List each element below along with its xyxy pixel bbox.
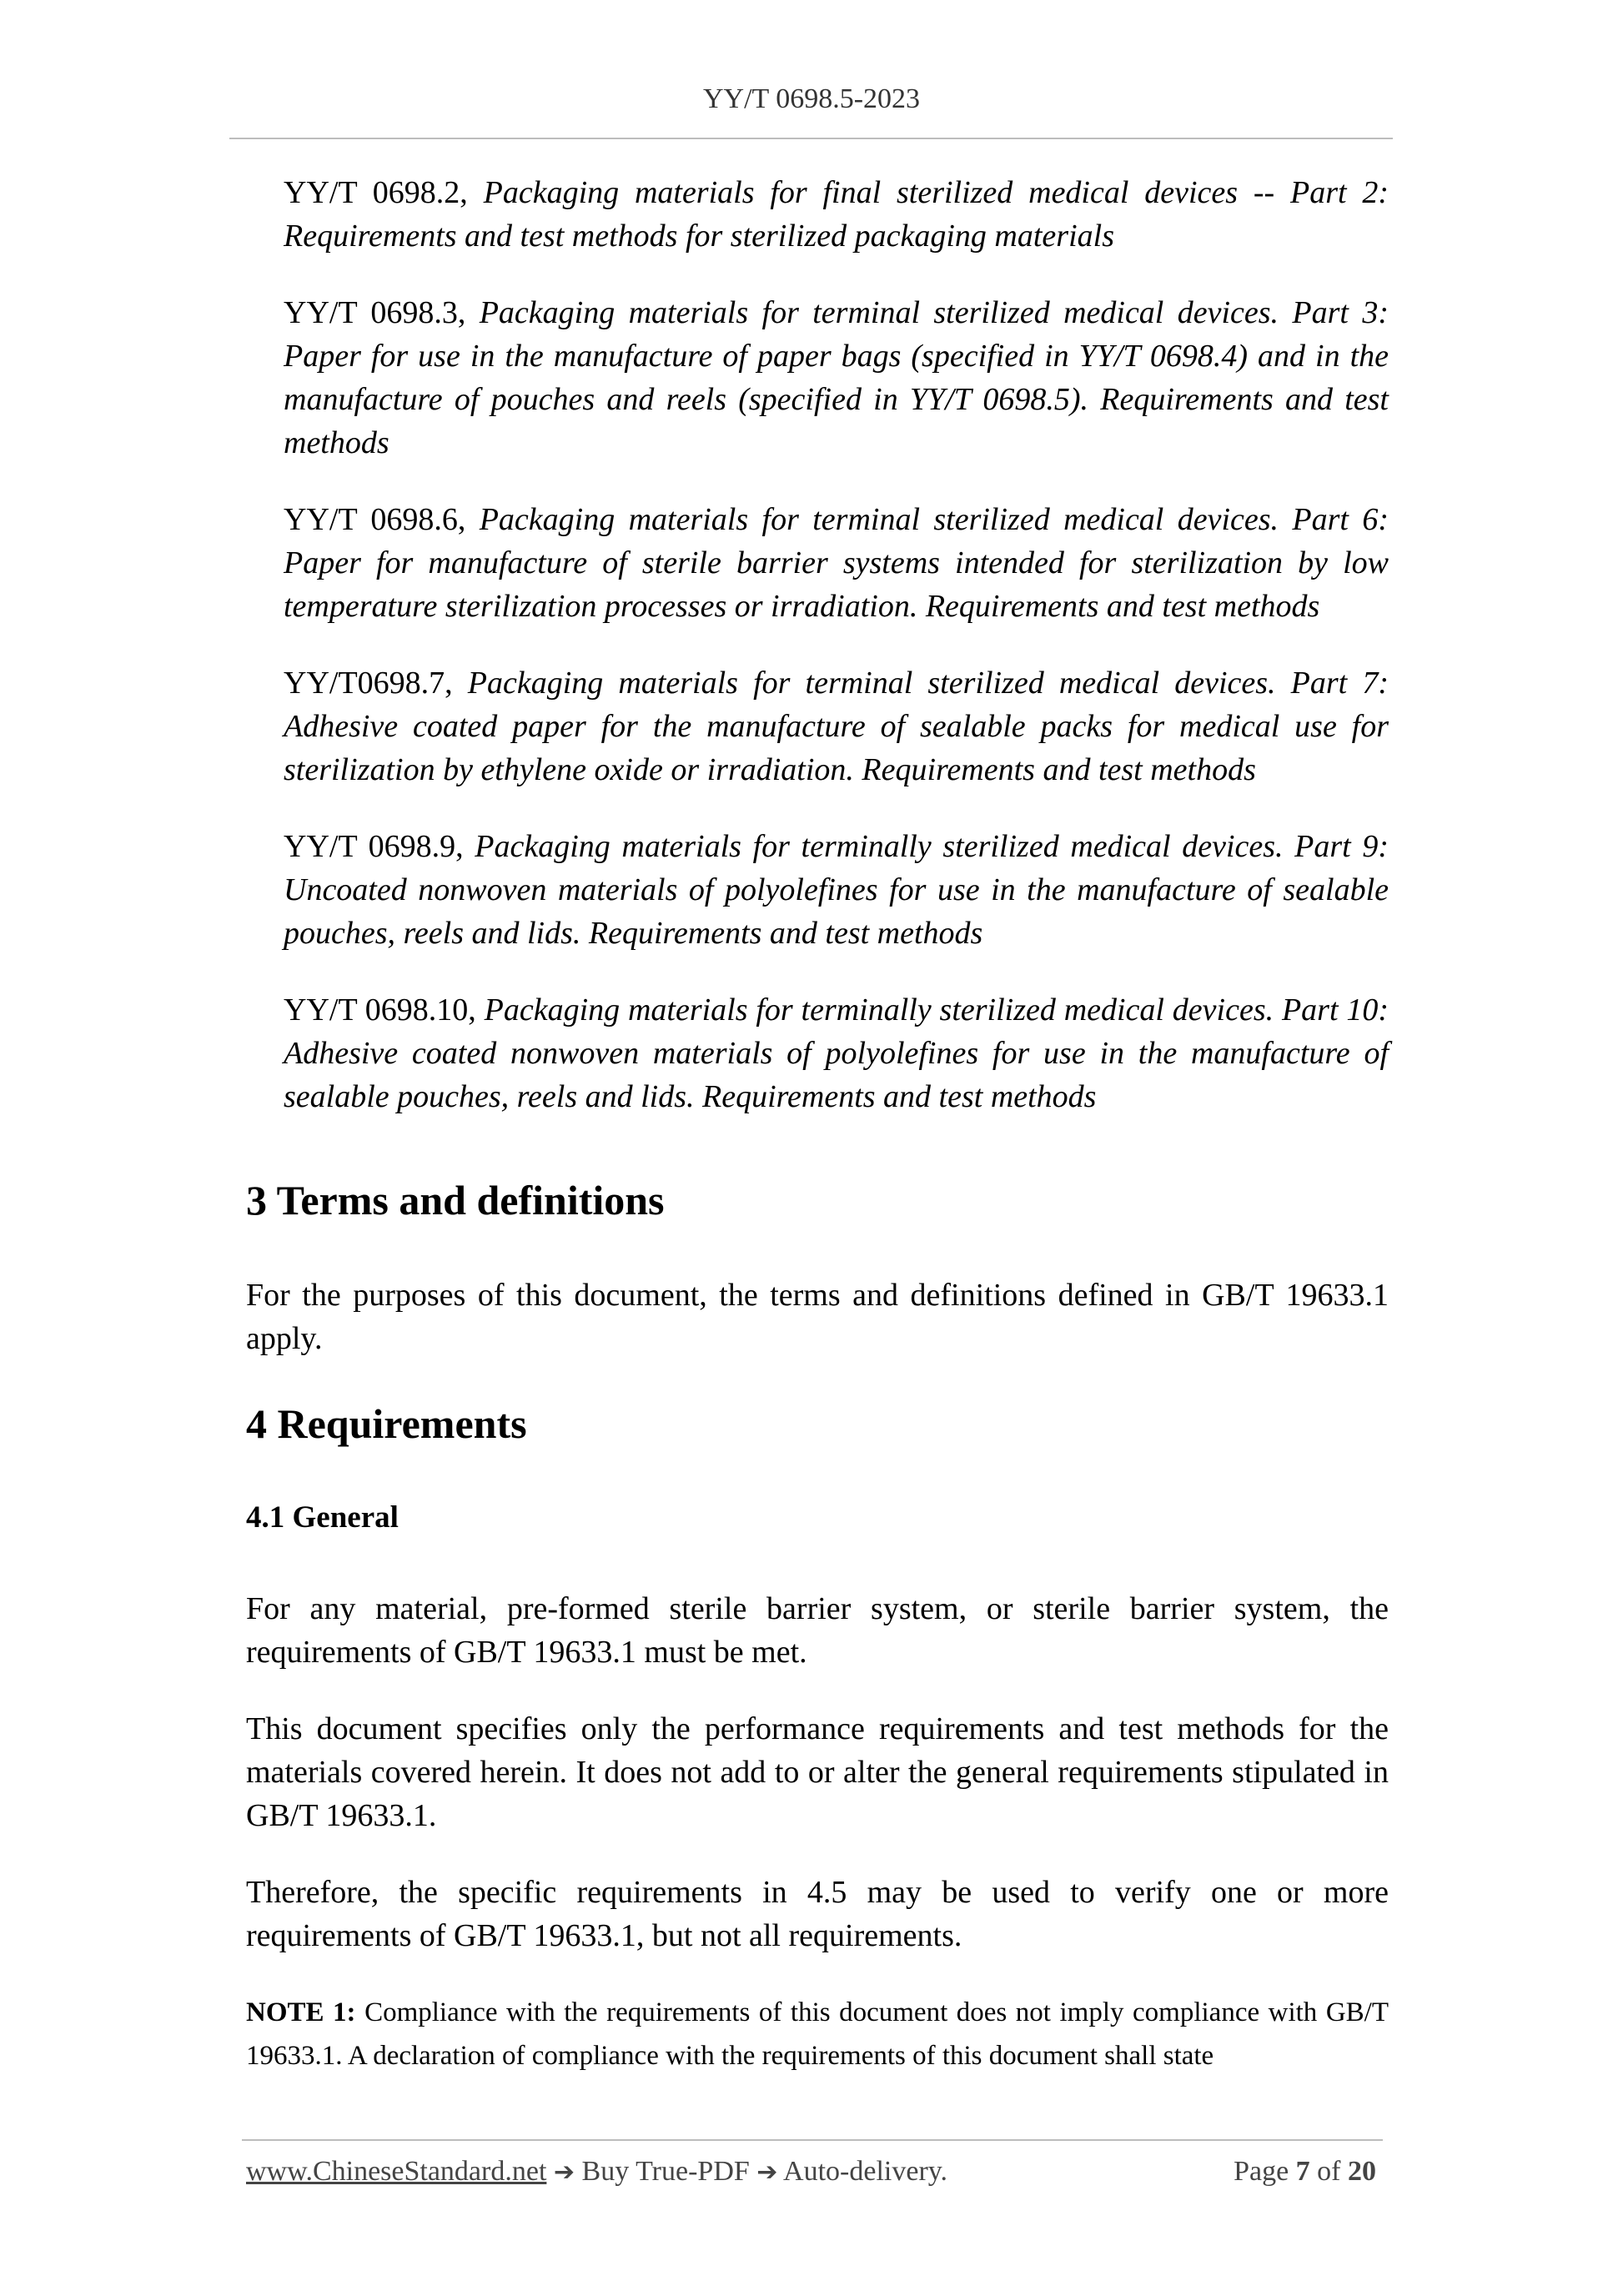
paragraph: Therefore, the specific requirements in 4.5 may be used to verify one or more requirements of GB/T 19633.1, but not all requirements. xyxy=(246,1875,1389,1953)
total-pages: 20 xyxy=(1348,2156,1376,2187)
reference-entry xyxy=(284,988,1389,1118)
reference-code: YY/T 0698.2, xyxy=(284,175,468,210)
reference-code: YY/T 0698.9, xyxy=(284,829,464,864)
note-label: NOTE 1: xyxy=(246,1997,356,2027)
reference-code: YY/T0698.7, xyxy=(284,666,453,701)
reference-title: Packaging materials for terminally sterilized medical devices. Part 9: Uncoated nonwoven materials of polyolefines for use in the manufacture of sealable pouches, reels and lids. Requirements and test methods xyxy=(284,829,1389,951)
section-text-terms: For the purposes of this document, the terms and definitions defined in GB/T 19633.1 apply. xyxy=(246,1278,1389,1356)
current-page: 7 xyxy=(1295,2156,1310,2187)
footer-divider xyxy=(242,2139,1383,2141)
paragraph: For any material, pre-formed sterile barrier system, or sterile barrier system, the requirements of GB/T 19633.1 must be met. xyxy=(246,1591,1389,1670)
reference-entry xyxy=(284,171,1389,258)
reference-entry xyxy=(284,498,1389,628)
paragraph: This document specifies only the performance requirements and test methods for the materials covered herein. It does not add to or alter the general requirements stipulated in GB/T 19633.1. xyxy=(246,1711,1389,1833)
section-heading-terms: 3 Terms and definitions xyxy=(246,1177,665,1223)
reference-title: Packaging materials for terminal sterilized medical devices. Part 6: Paper for manufacture of sterile barrier systems intended for sterilization by low temperature sterilization processes or irradiation. Requirements and test methods xyxy=(284,502,1389,624)
subsection-heading-general: 4.1 General xyxy=(246,1500,399,1535)
arrow-right-icon: ➔ xyxy=(756,2158,778,2187)
document-body xyxy=(246,171,1389,2077)
page-number xyxy=(1234,2156,1376,2188)
reference-entry xyxy=(284,661,1389,791)
reference-title: Packaging materials for terminal sterilized medical devices. Part 7: Adhesive coated paper for the manufacture of sealable packs for medical use for sterilization by ethylene oxide or irradiation. Requirements and test methods xyxy=(284,666,1389,787)
reference-title: Packaging materials for terminal sterilized medical devices. Part 3: Paper for use in the manufacture of paper bags (specified in YY/T 0698.4) and in the manufacture of pouches and reels (specified in YY/T 0698.5). Requirements and test methods xyxy=(284,295,1389,460)
reference-code: YY/T 0698.3, xyxy=(284,295,466,330)
reference-entry xyxy=(284,825,1389,955)
reference-code: YY/T 0698.10, xyxy=(284,992,476,1027)
header-divider xyxy=(229,138,1393,139)
auto-delivery-text: Auto-delivery. xyxy=(783,2156,948,2187)
section-heading-requirements: 4 Requirements xyxy=(246,1400,527,1447)
reference-code: YY/T 0698.6, xyxy=(284,502,466,537)
reference-title: Packaging materials for terminally sterilized medical devices. Part 10: Adhesive coated nonwoven materials of polyolefines for use in the manufacture of sealable pouches, reels and lids. Requirements and test methods xyxy=(284,992,1389,1114)
arrow-right-icon: ➔ xyxy=(553,2158,575,2187)
footer-promo xyxy=(246,2156,947,2188)
running-header: YY/T 0698.5-2023 xyxy=(702,83,921,114)
reference-title: Packaging materials for final sterilized medical devices -- Part 2: Requirements and test methods for sterilized packaging materials xyxy=(284,175,1389,254)
reference-entry xyxy=(284,291,1389,465)
page-word: Page xyxy=(1234,2156,1289,2187)
buy-true-pdf-text: Buy True-PDF xyxy=(581,2156,750,2187)
of-word: of xyxy=(1317,2156,1341,2187)
website-link[interactable]: www.ChineseStandard.net xyxy=(246,2156,547,2187)
note xyxy=(246,1991,1389,2077)
note-text: Compliance with the requirements of this document does not imply compliance with GB/T 19633.1. A declaration of compliance with the requirements of this document shall state xyxy=(246,1997,1389,2071)
